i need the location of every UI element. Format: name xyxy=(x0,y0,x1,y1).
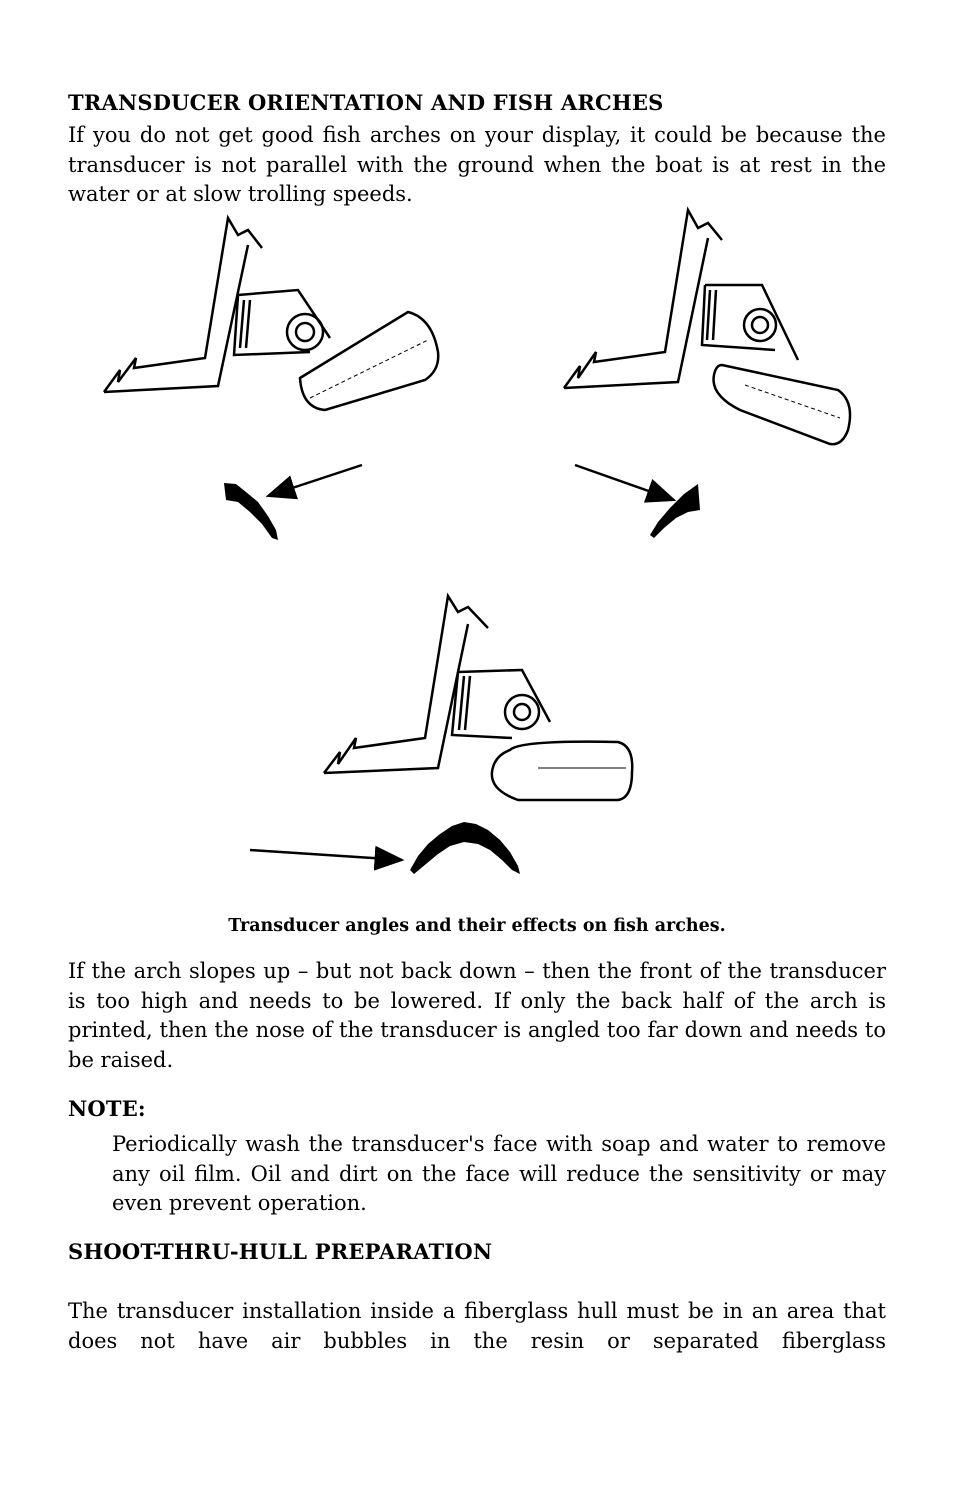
figure-caption: Transducer angles and their effects on fish arches. xyxy=(228,916,726,936)
arrow-to-arch-2 xyxy=(575,465,674,500)
note-label: NOTE: xyxy=(68,1096,146,1121)
transducer-angles-figure xyxy=(0,200,954,900)
arch-correction-paragraph: If the arch slopes up – but not back down – then the front of the transducer is too high and needs to be lowered. If only the back half of the arch is printed, then the nose of the transducer is angled too far down and needs to be raised. xyxy=(68,959,886,1072)
transducer-level-illustration xyxy=(324,596,632,800)
arrow-to-arch-3 xyxy=(250,850,402,860)
orientation-paragraph: If you do not get good fish arches on your display, it could be because the transducer is not parallel with the ground when the boat is at rest in the water or at slow trolling speeds. xyxy=(68,123,886,206)
shoot-thru-hull-paragraph: The transducer installation inside a fiberglass hull must be in an area that does not have air bubbles in the resin or separated fiberglass xyxy=(68,1299,886,1353)
fish-arch-full xyxy=(410,822,520,874)
arrow-to-arch-1 xyxy=(268,465,362,496)
note-body: Periodically wash the transducer's face with soap and water to remove any oil film. Oil and dirt on the face will reduce the sensitivity or may even prevent operation. xyxy=(112,1132,886,1215)
transducer-nose-down-illustration xyxy=(564,210,850,444)
transducer-nose-up-illustration xyxy=(104,218,438,410)
fish-arch-back-half xyxy=(224,483,278,540)
section-heading-orientation: TRANSDUCER ORIENTATION AND FISH ARCHES xyxy=(68,90,664,115)
fish-arch-front-half xyxy=(650,484,700,538)
section-heading-shoot-thru-hull: SHOOT-THRU-HULL PREPARATION xyxy=(68,1239,493,1264)
